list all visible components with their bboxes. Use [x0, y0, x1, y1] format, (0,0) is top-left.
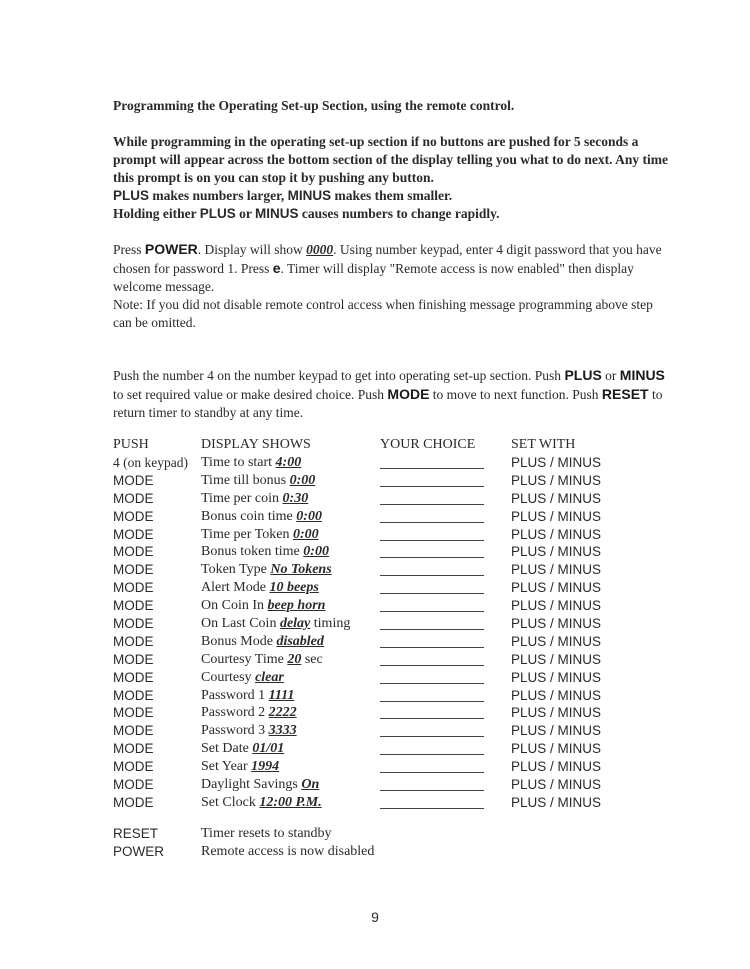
default-value: 0:00: [289, 472, 316, 488]
set-with: PLUS / MINUS: [511, 580, 602, 596]
set-with: PLUS / MINUS: [511, 544, 602, 560]
your-choice-blank: [380, 683, 484, 684]
push-key: MODE: [113, 633, 154, 649]
table-row: [113, 688, 673, 706]
display-label: Time per coin: [201, 490, 283, 506]
display-label: On Last Coin: [201, 616, 280, 632]
table-row: [113, 509, 673, 527]
table-row: [113, 598, 673, 616]
set-with: PLUS / MINUS: [511, 526, 602, 542]
display-shows: [201, 491, 308, 507]
your-choice-blank: [380, 790, 484, 791]
default-value: On: [301, 777, 320, 793]
push-text-1: Push the number 4 on the number keypad to get into operating set-up section. Push: [113, 368, 565, 383]
plus-keyword: PLUS: [199, 206, 236, 221]
set-with: PLUS / MINUS: [511, 562, 602, 578]
display-shows: [201, 795, 322, 811]
your-choice-blank: [380, 575, 484, 576]
display-shows: [201, 652, 323, 668]
your-choice-blank: [380, 718, 484, 719]
display-label: Token Type: [201, 562, 271, 578]
table-row: [113, 473, 673, 491]
your-choice-blank: [380, 540, 484, 541]
display-label: Set Date: [201, 741, 253, 757]
header-your-choice: YOUR CHOICE: [380, 437, 476, 452]
set-with: PLUS / MINUS: [511, 759, 602, 775]
set-with: PLUS / MINUS: [511, 455, 602, 470]
footer-table: [113, 826, 673, 862]
display-label: Alert Mode: [201, 580, 270, 596]
minus-keyword: MINUS: [619, 367, 665, 383]
power-keyword: POWER: [144, 241, 198, 257]
display-shows: [201, 527, 319, 543]
your-choice-blank: [380, 808, 484, 809]
set-with: PLUS / MINUS: [511, 508, 602, 524]
header-set-with: SET WITH: [511, 437, 576, 452]
your-choice-blank: [380, 557, 484, 558]
power-text-4: . Timer will display "Remote access is now enabled" then display welcome message.: [113, 261, 634, 294]
display-shows: [201, 670, 284, 686]
default-value: disabled: [276, 633, 324, 649]
push-key: POWER: [113, 844, 165, 859]
table-row: [113, 670, 673, 688]
display-label: Courtesy: [201, 669, 256, 685]
default-value: beep horn: [267, 598, 326, 614]
push-key: MODE: [113, 759, 154, 775]
footer-description: Remote access is now disabled: [201, 844, 375, 859]
set-with: PLUS / MINUS: [511, 723, 602, 739]
push-key: MODE: [113, 777, 154, 793]
power-text-1: Press: [113, 242, 145, 257]
default-value: 01/01: [252, 741, 285, 757]
intro-paragraph: [113, 133, 673, 223]
table-row: [113, 741, 673, 759]
table-row: [113, 527, 673, 545]
display-label: Time to start: [201, 455, 276, 470]
section-heading: Programming the Operating Set-up Section, using the remote control.: [113, 98, 515, 113]
set-with: PLUS / MINUS: [511, 651, 602, 667]
default-value: 0:00: [292, 526, 319, 542]
default-value: 0:00: [296, 508, 322, 524]
display-label: Time per Token: [201, 526, 293, 542]
your-choice-blank: [380, 522, 484, 523]
set-with: PLUS / MINUS: [511, 616, 602, 632]
display-suffix: timing: [310, 616, 351, 632]
push-key: MODE: [113, 794, 154, 810]
display-shows: [201, 616, 350, 632]
set-with: PLUS / MINUS: [511, 490, 602, 506]
your-choice-blank: [380, 486, 484, 487]
display-shows: [201, 509, 322, 525]
your-choice-blank: [380, 593, 484, 594]
default-value: 10 beeps: [269, 580, 319, 596]
table-row: [113, 562, 673, 580]
your-choice-blank: [380, 629, 484, 630]
default-value: No Tokens: [270, 562, 332, 578]
push-key: MODE: [113, 508, 154, 524]
plus-keyword: PLUS: [564, 367, 602, 383]
push-key: MODE: [113, 544, 154, 560]
intro-text-3: makes them smaller.: [331, 188, 453, 203]
minus-keyword: MINUS: [255, 206, 299, 221]
intro-text-1: While programming in the operating set-up section if no buttons are pushed for 5 seconds a prompt will appear across the bottom section of the display telling you what to do next. Any time this prompt is on you can stop it by pushing any button.: [113, 134, 669, 185]
push-key: RESET: [113, 826, 159, 841]
footer-description: Timer resets to standby: [201, 826, 332, 841]
e-keyword: e: [272, 260, 281, 276]
push-text-5: to return timer to standby at any time.: [113, 387, 663, 420]
your-choice-blank: [380, 754, 484, 755]
table-row: [113, 777, 673, 795]
default-value: 3333: [268, 723, 297, 739]
display-shows: [201, 598, 325, 614]
push-text-3: to set required value or make desired choice. Push: [113, 387, 388, 402]
power-text-3: . Using number keypad, enter 4 digit password that you have chosen for password 1. Press: [113, 242, 662, 276]
display-label: Bonus token time: [201, 544, 304, 560]
display-suffix: sec: [301, 651, 323, 667]
table-row: [113, 580, 673, 598]
push-key: MODE: [113, 723, 154, 739]
push-key: MODE: [113, 580, 154, 596]
table-row: [113, 759, 673, 777]
set-with: PLUS / MINUS: [511, 687, 602, 703]
set-with: PLUS / MINUS: [511, 633, 602, 649]
default-value: 2222: [268, 705, 297, 721]
set-with: PLUS / MINUS: [511, 472, 602, 488]
display-label: Set Year: [201, 759, 252, 775]
push-paragraph: [113, 366, 673, 422]
push-key: MODE: [113, 616, 154, 632]
settings-table: [113, 455, 673, 813]
set-with: PLUS / MINUS: [511, 598, 602, 614]
footer-row: [113, 844, 673, 862]
display-label: Bonus Mode: [201, 633, 277, 649]
table-row: [113, 652, 673, 670]
push-key: MODE: [113, 669, 154, 685]
display-label: Daylight Savings: [201, 777, 302, 793]
push-key: MODE: [113, 526, 154, 542]
display-label: Courtesy Time: [201, 651, 288, 667]
display-shows: [201, 759, 279, 775]
display-code: 0000: [306, 242, 334, 257]
push-key: 4 (on keypad): [113, 455, 188, 470]
push-key: MODE: [113, 651, 154, 667]
your-choice-blank: [380, 736, 484, 737]
minus-keyword: MINUS: [287, 188, 332, 203]
reset-keyword: RESET: [601, 386, 649, 402]
set-with: PLUS / MINUS: [511, 741, 602, 757]
default-value: delay: [279, 616, 311, 632]
display-shows: [201, 634, 324, 650]
display-shows: [201, 580, 319, 596]
set-with: PLUS / MINUS: [511, 777, 602, 793]
header-push: PUSH: [113, 437, 149, 452]
display-shows: [201, 473, 315, 489]
table-row: [113, 616, 673, 634]
display-shows: [201, 688, 294, 704]
set-with: PLUS / MINUS: [511, 794, 602, 810]
intro-text-6: causes numbers to change rapidly.: [298, 206, 500, 221]
footer-row: [113, 826, 673, 844]
your-choice-blank: [380, 665, 484, 666]
display-shows: [201, 544, 329, 560]
display-shows: [201, 741, 284, 757]
display-label: Bonus coin time: [201, 508, 297, 524]
table-header: [113, 437, 673, 455]
default-value: 1994: [251, 759, 280, 775]
table-row: [113, 634, 673, 652]
display-shows: [201, 777, 319, 793]
default-value: clear: [255, 669, 284, 685]
your-choice-blank: [380, 611, 484, 612]
your-choice-blank: [380, 647, 484, 648]
push-key: MODE: [113, 687, 154, 703]
your-choice-blank: [380, 468, 484, 469]
push-key: MODE: [113, 490, 154, 506]
table-row: [113, 544, 673, 562]
your-choice-blank: [380, 701, 484, 702]
plus-keyword: PLUS: [113, 188, 150, 203]
display-shows: [201, 455, 301, 471]
display-label: Password 3: [201, 723, 269, 739]
push-key: MODE: [113, 741, 154, 757]
display-label: Password 2: [201, 705, 269, 721]
default-value: 4:00: [275, 455, 302, 470]
push-key: MODE: [113, 705, 154, 721]
set-with: PLUS / MINUS: [511, 669, 602, 685]
intro-text-4: Holding either: [113, 206, 200, 221]
default-value: 0:00: [303, 544, 329, 560]
default-value: 20: [287, 651, 302, 667]
push-text-4: to move to next function. Push: [429, 387, 602, 402]
display-label: Set Clock: [201, 794, 260, 810]
push-key: MODE: [113, 472, 154, 488]
table-row: [113, 491, 673, 509]
table-row: [113, 723, 673, 741]
table-row: [113, 795, 673, 813]
display-label: Time till bonus: [201, 472, 290, 488]
intro-text-5: or: [235, 206, 256, 221]
intro-text-2: makes numbers larger,: [149, 188, 288, 203]
table-row: [113, 705, 673, 723]
display-shows: [201, 705, 297, 721]
your-choice-blank: [380, 504, 484, 505]
push-key: MODE: [113, 598, 154, 614]
header-display-shows: DISPLAY SHOWS: [201, 437, 311, 452]
display-label: On Coin In: [201, 598, 268, 614]
display-shows: [201, 562, 332, 578]
table-row: [113, 455, 673, 473]
mode-keyword: MODE: [387, 386, 430, 402]
display-label: Password 1: [201, 687, 269, 703]
page-number: 9: [371, 909, 379, 925]
push-text-2: or: [601, 368, 620, 383]
default-value: 12:00 P.M.: [259, 794, 322, 810]
your-choice-blank: [380, 772, 484, 773]
push-key: MODE: [113, 562, 154, 578]
set-with: PLUS / MINUS: [511, 705, 602, 721]
default-value: 0:30: [282, 490, 309, 506]
power-paragraph: [113, 240, 673, 332]
note-text: Note: If you did not disable remote control access when finishing message programming above step can be omitted.: [113, 297, 653, 330]
default-value: 1111: [268, 687, 295, 703]
power-text-2: . Display will show: [197, 242, 307, 257]
display-shows: [201, 723, 297, 739]
